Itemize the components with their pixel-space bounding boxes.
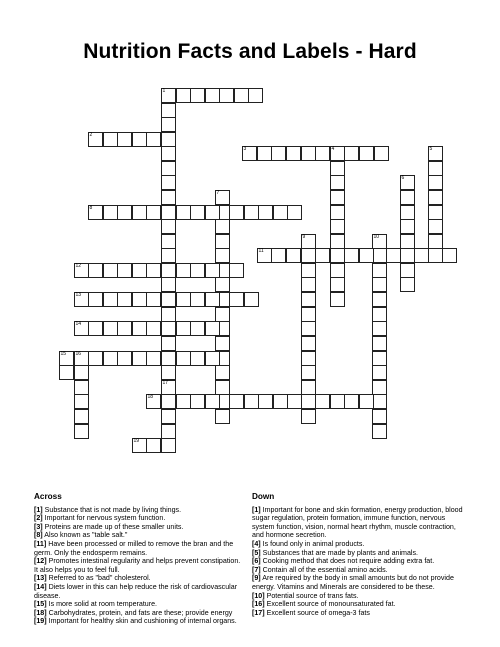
crossword-cell[interactable] (132, 321, 147, 336)
crossword-cell[interactable] (205, 321, 220, 336)
crossword-cell[interactable] (271, 146, 286, 161)
crossword-cell[interactable] (330, 248, 345, 263)
crossword-cell[interactable] (428, 175, 443, 190)
crossword-cell[interactable] (242, 146, 257, 161)
crossword-cell[interactable] (88, 321, 103, 336)
clue-text: Is found only in animal products. (260, 539, 365, 548)
crossword-cell[interactable] (190, 321, 205, 336)
crossword-cell[interactable] (161, 117, 176, 132)
crossword-cell[interactable] (205, 351, 220, 366)
crossword-cell[interactable] (330, 205, 345, 220)
clue-number: [2] (34, 514, 43, 523)
crossword-cell[interactable] (146, 263, 161, 278)
crossword-cell[interactable] (190, 205, 205, 220)
crossword-cell[interactable] (190, 88, 205, 103)
crossword-cell[interactable] (59, 351, 74, 366)
crossword-cell[interactable] (205, 205, 220, 220)
crossword-cell[interactable] (146, 394, 161, 409)
crossword-cell[interactable] (271, 248, 286, 263)
crossword-cell[interactable] (74, 394, 89, 409)
crossword-cell[interactable] (258, 394, 273, 409)
crossword-cell[interactable] (400, 277, 415, 292)
crossword-cell[interactable] (146, 205, 161, 220)
crossword-cell[interactable] (161, 234, 176, 249)
crossword-cell[interactable] (161, 88, 176, 103)
crossword-cell[interactable] (428, 248, 443, 263)
crossword-cell[interactable] (215, 277, 230, 292)
crossword-cell[interactable] (161, 190, 176, 205)
crossword-cell[interactable] (117, 205, 132, 220)
crossword-cell[interactable] (301, 248, 316, 263)
crossword-cell[interactable] (215, 365, 230, 380)
crossword-cell[interactable] (301, 336, 316, 351)
clue-number: 14 (75, 321, 82, 327)
clue-number: [15] (34, 600, 47, 609)
clue-text: Excellent source of omega-3 fats (264, 608, 370, 617)
crossword-cell[interactable] (161, 409, 176, 424)
crossword-cell[interactable] (273, 394, 288, 409)
crossword-cell[interactable] (205, 292, 220, 307)
crossword-cell[interactable] (215, 248, 230, 263)
crossword-cell[interactable] (258, 205, 273, 220)
crossword-cell[interactable] (428, 190, 443, 205)
crossword-cell[interactable] (372, 351, 387, 366)
clue-text: Promotes intestinal regularity and helps prevent constipation. It also helps you to feel full. (34, 557, 241, 574)
across-clue (34, 557, 246, 574)
crossword-cell[interactable] (161, 248, 176, 263)
crossword-cell[interactable] (374, 146, 389, 161)
crossword-cell[interactable] (215, 336, 230, 351)
crossword-cell[interactable] (74, 424, 89, 439)
clue-text: Substances that are made by plants and animals. (260, 548, 419, 557)
down-clue-list (252, 506, 468, 618)
clue-number: 13 (75, 292, 82, 298)
clue-text: Potential source of trans fats. (264, 591, 359, 600)
crossword-cell[interactable] (257, 146, 272, 161)
crossword-cell[interactable] (244, 205, 259, 220)
clue-number: 17 (162, 380, 169, 386)
clue-text: Important for bone and skin formation, energy production, blood sugar regulation, protein formation, immune function, nervous system function, vision, normal heart rhythm, muscle contraction, and hormone secretion. (252, 505, 463, 540)
clue-number: 8 (89, 205, 93, 211)
crossword-cell[interactable] (161, 351, 176, 366)
crossword-cell[interactable] (301, 409, 316, 424)
crossword-cell[interactable] (88, 205, 103, 220)
crossword-cell[interactable] (161, 438, 176, 453)
crossword-cell[interactable] (146, 132, 161, 147)
crossword-cell[interactable] (132, 292, 147, 307)
crossword-cell[interactable] (330, 394, 345, 409)
crossword-cell[interactable] (161, 219, 176, 234)
clue-number: [9] (252, 574, 261, 583)
down-clue (252, 557, 468, 566)
crossword-cell[interactable] (330, 277, 345, 292)
crossword-cell[interactable] (400, 190, 415, 205)
across-clue (34, 574, 246, 583)
clue-number: 10 (373, 234, 380, 240)
clue-text: Proteins are made up of these smaller units. (42, 522, 184, 531)
crossword-cell[interactable] (215, 307, 230, 322)
crossword-cell[interactable] (190, 394, 205, 409)
crossword-cell[interactable] (161, 103, 176, 118)
clue-text: Also known as "table salt." (42, 531, 128, 540)
crossword-cell[interactable] (330, 190, 345, 205)
clue-number: 11 (258, 248, 264, 254)
crossword-cell[interactable] (74, 351, 89, 366)
clue-text: Cooking method that does not require adding extra fat. (260, 557, 435, 566)
crossword-cell[interactable] (132, 205, 147, 220)
down-clue (252, 540, 468, 549)
clue-text: Substance that is not made by living things. (42, 505, 182, 514)
crossword-cell[interactable] (315, 394, 330, 409)
clue-number: 7 (216, 190, 220, 196)
crossword-cell[interactable] (301, 394, 316, 409)
clue-number: [7] (252, 565, 261, 574)
clue-text: Are required by the body in small amounts but do not provide energy. Vitamins and Minerals are considered to be these. (252, 574, 454, 591)
page-title: Nutrition Facts and Labels - Hard (83, 40, 417, 63)
clue-text: Carbohydrates, protein, and fats are these; provide energy (46, 608, 233, 617)
crossword-cell[interactable] (190, 263, 205, 278)
crossword-cell[interactable] (161, 307, 176, 322)
crossword-cell[interactable] (229, 292, 244, 307)
crossword-cell[interactable] (176, 394, 191, 409)
crossword-cell[interactable] (161, 263, 176, 278)
down-clue (252, 549, 468, 558)
crossword-cell[interactable] (161, 161, 176, 176)
crossword-cell[interactable] (372, 248, 387, 263)
crossword-cell[interactable] (132, 351, 147, 366)
crossword-cell[interactable] (161, 394, 176, 409)
crossword-cell[interactable] (103, 292, 118, 307)
crossword-cell[interactable] (372, 321, 387, 336)
across-clue (34, 523, 246, 532)
crossword-cell[interactable] (161, 146, 176, 161)
clue-number: 2 (89, 132, 93, 138)
crossword-cell[interactable] (330, 234, 345, 249)
crossword-cell[interactable] (176, 292, 191, 307)
crossword-cell[interactable] (161, 380, 176, 395)
crossword-cell[interactable] (273, 205, 288, 220)
crossword-cell[interactable] (344, 146, 359, 161)
crossword-cell[interactable] (287, 394, 302, 409)
crossword-cell[interactable] (215, 409, 230, 424)
clue-number: 12 (75, 263, 82, 269)
crossword-cell[interactable] (161, 321, 176, 336)
crossword-cell[interactable] (400, 175, 415, 190)
crossword-cell[interactable] (372, 234, 387, 249)
crossword-cell[interactable] (372, 307, 387, 322)
crossword-cell[interactable] (176, 351, 191, 366)
crossword-cell[interactable] (372, 365, 387, 380)
crossword-cell[interactable] (400, 234, 415, 249)
crossword-cell[interactable] (161, 365, 176, 380)
crossword-cell[interactable] (215, 190, 230, 205)
crossword-cell[interactable] (176, 205, 191, 220)
clue-number: [19] (34, 617, 47, 626)
crossword-cell[interactable] (372, 409, 387, 424)
crossword-cell[interactable] (176, 88, 191, 103)
across-clue-list (34, 506, 246, 626)
crossword-cell[interactable] (205, 263, 220, 278)
crossword-cell[interactable] (103, 263, 118, 278)
crossword-cell[interactable] (161, 205, 176, 220)
crossword-cell[interactable] (59, 365, 74, 380)
crossword-cell[interactable] (215, 380, 230, 395)
crossword-cell[interactable] (74, 365, 89, 380)
crossword-cell[interactable] (330, 161, 345, 176)
crossword-cell[interactable] (176, 321, 191, 336)
crossword-cell[interactable] (287, 205, 302, 220)
clue-number: [11] (34, 539, 47, 548)
crossword-cell[interactable] (88, 292, 103, 307)
crossword-cell[interactable] (205, 394, 220, 409)
across-heading: Across (34, 492, 62, 501)
crossword-cell[interactable] (117, 321, 132, 336)
crossword-cell[interactable] (286, 146, 301, 161)
crossword-cell[interactable] (74, 321, 89, 336)
clue-number: 5 (429, 146, 433, 152)
crossword-cell[interactable] (103, 205, 118, 220)
crossword-cell[interactable] (219, 88, 234, 103)
crossword-cell[interactable] (88, 132, 103, 147)
crossword-cell[interactable] (372, 336, 387, 351)
down-clue (252, 609, 468, 618)
crossword-cell[interactable] (74, 292, 89, 307)
crossword-cell[interactable] (301, 380, 316, 395)
crossword-cell[interactable] (132, 263, 147, 278)
clue-number: [1] (34, 505, 43, 514)
crossword-cell[interactable] (330, 146, 345, 161)
down-clue (252, 506, 468, 540)
crossword-cell[interactable] (301, 321, 316, 336)
clue-number: 16 (75, 351, 82, 357)
crossword-cell[interactable] (372, 380, 387, 395)
crossword-cell[interactable] (229, 263, 244, 278)
clue-text: Excellent source of monounsaturated fat. (264, 600, 396, 609)
clue-number: 6 (401, 175, 405, 181)
clue-number: [13] (34, 574, 47, 583)
crossword-cell[interactable] (132, 438, 147, 453)
crossword-cell[interactable] (190, 292, 205, 307)
crossword-cell[interactable] (372, 263, 387, 278)
crossword-cell[interactable] (344, 248, 359, 263)
crossword-cell[interactable] (344, 394, 359, 409)
crossword-cell[interactable] (372, 292, 387, 307)
crossword-cell[interactable] (146, 351, 161, 366)
crossword-cell[interactable] (372, 394, 387, 409)
crossword-cell[interactable] (103, 132, 118, 147)
crossword-cell[interactable] (301, 365, 316, 380)
crossword-cell[interactable] (286, 248, 301, 263)
crossword-cell[interactable] (330, 263, 345, 278)
crossword-cell[interactable] (330, 219, 345, 234)
crossword-cell[interactable] (146, 321, 161, 336)
clue-text: Is more solid at room temperature. (46, 600, 158, 609)
across-clue (34, 617, 246, 626)
clue-number: [5] (252, 548, 261, 557)
crossword-cell[interactable] (359, 394, 374, 409)
crossword-cell[interactable] (414, 248, 429, 263)
clue-text: Have been processed or milled to remove the bran and the germ. Only the endosperm remains. (34, 539, 234, 557)
crossword-cell[interactable] (301, 234, 316, 249)
crossword-cell[interactable] (244, 394, 259, 409)
clue-number: 15 (60, 351, 67, 357)
crossword-cell[interactable] (215, 234, 230, 249)
crossword-cell[interactable] (315, 248, 330, 263)
crossword-cell[interactable] (205, 88, 220, 103)
crossword-cell[interactable] (146, 292, 161, 307)
crossword-cell[interactable] (400, 263, 415, 278)
crossword-cell[interactable] (330, 175, 345, 190)
clue-number: [10] (252, 591, 265, 600)
across-clues (34, 493, 246, 626)
clue-number: 4 (331, 146, 335, 152)
crossword-cell[interactable] (74, 409, 89, 424)
crossword-cell[interactable] (74, 380, 89, 395)
crossword-cell[interactable] (301, 307, 316, 322)
crossword-cell[interactable] (117, 351, 132, 366)
crossword-cell[interactable] (400, 219, 415, 234)
crossword-cell[interactable] (161, 336, 176, 351)
down-clues (252, 493, 468, 617)
crossword-cell[interactable] (301, 292, 316, 307)
down-clue (252, 600, 468, 609)
crossword-cell[interactable] (161, 175, 176, 190)
crossword-cell[interactable] (117, 292, 132, 307)
crossword-cell[interactable] (428, 205, 443, 220)
clue-text: Referred to as "bad" cholesterol. (46, 574, 151, 583)
crossword-cell[interactable] (88, 263, 103, 278)
crossword-cell[interactable] (132, 132, 147, 147)
crossword-cell[interactable] (161, 277, 176, 292)
down-heading: Down (252, 492, 275, 501)
clue-text: Diets lower in this can help reduce the risk of cardiovascular disease. (34, 582, 238, 600)
crossword-cell[interactable] (117, 263, 132, 278)
crossword-cell[interactable] (103, 351, 118, 366)
clue-number: [14] (34, 582, 47, 591)
crossword-cell[interactable] (301, 351, 316, 366)
crossword-cell[interactable] (229, 205, 244, 220)
clue-number: 9 (302, 234, 306, 240)
crossword-cell[interactable] (428, 234, 443, 249)
clue-number: [8] (34, 531, 43, 540)
crossword-cell[interactable] (442, 248, 457, 263)
across-clue (34, 506, 246, 515)
crossword-cell[interactable] (400, 248, 415, 263)
crossword-cell[interactable] (315, 146, 330, 161)
clue-number: [16] (252, 600, 265, 609)
crossword-cell[interactable] (301, 146, 316, 161)
crossword-cell[interactable] (301, 263, 316, 278)
crossword-cell[interactable] (428, 219, 443, 234)
crossword-cell[interactable] (161, 292, 176, 307)
crossword-cell[interactable] (146, 438, 161, 453)
across-clue (34, 583, 246, 600)
crossword-cell[interactable] (400, 205, 415, 220)
across-clue (34, 514, 246, 523)
crossword-cell[interactable] (372, 277, 387, 292)
crossword-cell[interactable] (161, 132, 176, 147)
down-clue (252, 574, 468, 591)
clue-number: 19 (133, 438, 140, 444)
across-clue (34, 531, 246, 540)
clue-number: 18 (147, 394, 154, 400)
clue-number: 1 (162, 88, 166, 94)
crossword-cell[interactable] (244, 292, 259, 307)
across-clue (34, 540, 246, 557)
clue-number: [6] (252, 557, 261, 566)
crossword-cell[interactable] (257, 248, 272, 263)
crossword-cell[interactable] (161, 424, 176, 439)
clue-number: [1] (252, 505, 261, 514)
crossword-cell[interactable] (428, 161, 443, 176)
crossword-cell[interactable] (117, 132, 132, 147)
crossword-cell[interactable] (359, 248, 374, 263)
down-clue (252, 566, 468, 575)
crossword-cell[interactable] (386, 248, 401, 263)
clue-number: [18] (34, 608, 47, 617)
crossword-cell[interactable] (248, 88, 263, 103)
crossword-cell[interactable] (74, 263, 89, 278)
clue-number: [17] (252, 608, 265, 617)
clue-number: [4] (252, 539, 261, 548)
crossword-cell[interactable] (428, 146, 443, 161)
crossword-cell[interactable] (176, 263, 191, 278)
crossword-cell[interactable] (234, 88, 249, 103)
crossword-cell[interactable] (301, 277, 316, 292)
crossword-cell[interactable] (190, 351, 205, 366)
across-clue (34, 609, 246, 618)
crossword-cell[interactable] (359, 146, 374, 161)
clue-text: Contain all of the essential amino acids. (260, 565, 388, 574)
clue-text: Important for healthy skin and cushioning of internal organs. (46, 617, 237, 626)
clue-number: 3 (243, 146, 247, 152)
crossword-cell[interactable] (215, 219, 230, 234)
crossword-cell[interactable] (330, 292, 345, 307)
crossword-cell[interactable] (103, 321, 118, 336)
crossword-cell[interactable] (372, 424, 387, 439)
clue-number: [3] (34, 522, 43, 531)
crossword-cell[interactable] (229, 394, 244, 409)
clue-text: Important for nervous system function. (42, 514, 166, 523)
across-clue (34, 600, 246, 609)
down-clue (252, 592, 468, 601)
clue-number: [12] (34, 557, 47, 566)
crossword-cell[interactable] (88, 351, 103, 366)
